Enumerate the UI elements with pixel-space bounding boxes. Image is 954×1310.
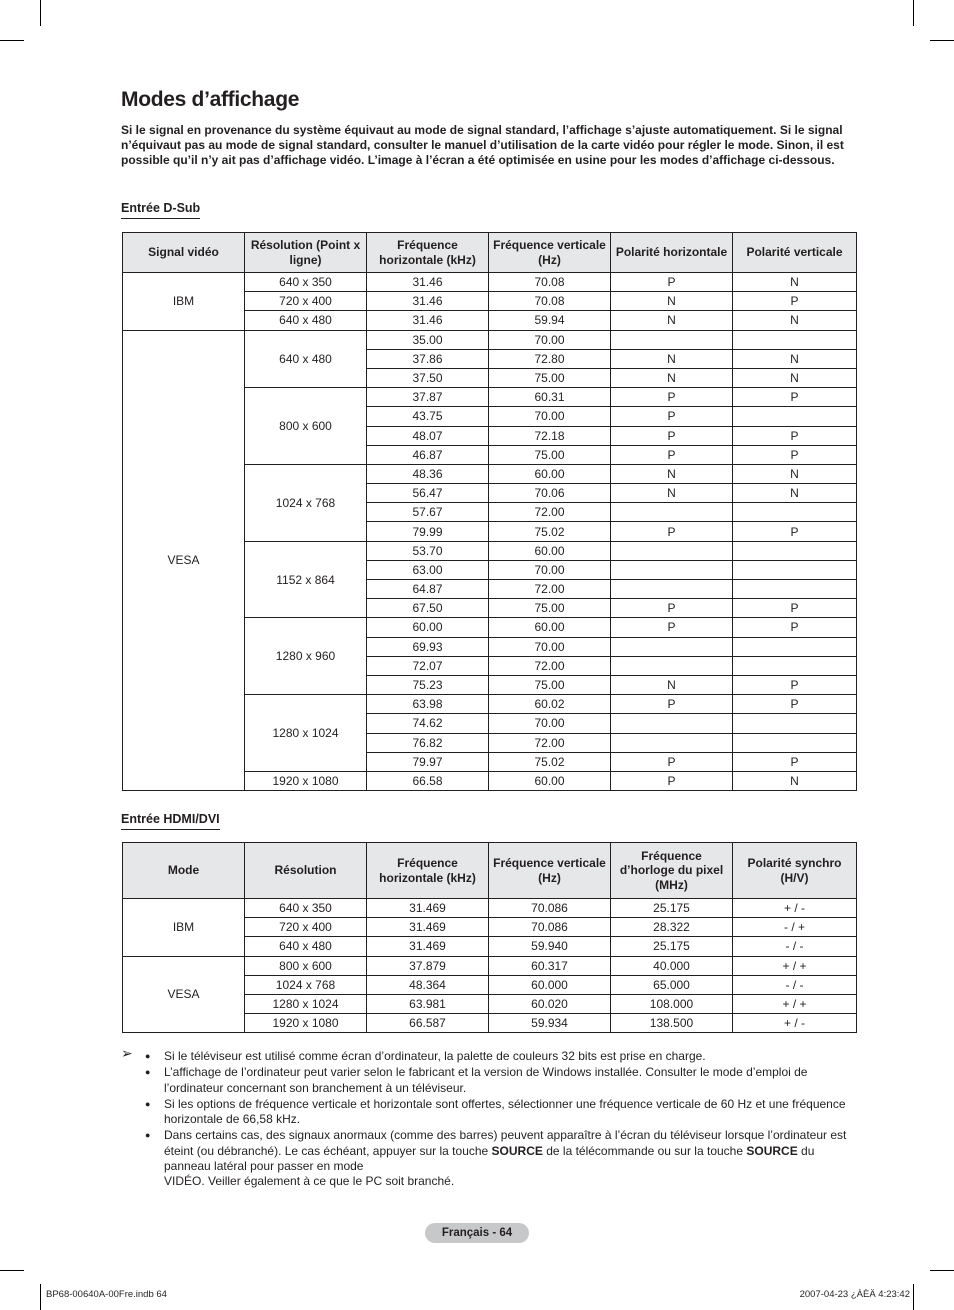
section-underline xyxy=(121,218,200,219)
table-row xyxy=(123,330,857,349)
vfreq-cell: 75.00 xyxy=(489,599,611,618)
hpolarity-cell: N xyxy=(611,675,733,694)
pixel-clock-cell: 65.000 xyxy=(611,975,733,994)
vfreq-cell: 72.80 xyxy=(489,349,611,368)
vfreq-cell: 60.00 xyxy=(489,464,611,483)
vpolarity-cell: P xyxy=(733,292,857,311)
hfreq-cell: 35.00 xyxy=(367,330,489,349)
hdmi-section-label: Entrée HDMI/DVI xyxy=(121,812,220,826)
vpolarity-cell: N xyxy=(733,311,857,330)
signal-cell: IBM xyxy=(123,273,245,331)
note-arrow-icon: ➢ xyxy=(121,1045,133,1061)
hpolarity-cell: P xyxy=(611,273,733,292)
hdmi-modes-table xyxy=(122,842,857,1033)
vfreq-cell: 59.940 xyxy=(489,937,611,956)
hfreq-cell: 43.75 xyxy=(367,407,489,426)
hpolarity-cell: N xyxy=(611,464,733,483)
hfreq-cell: 48.07 xyxy=(367,426,489,445)
notes-section xyxy=(121,1045,856,1191)
hpolarity-cell: N xyxy=(611,484,733,503)
resolution-cell: 1920 x 1080 xyxy=(245,771,367,790)
hpolarity-cell: P xyxy=(611,599,733,618)
mode-cell: VESA xyxy=(123,956,245,1033)
hpolarity-cell: P xyxy=(611,618,733,637)
resolution-cell: 800 x 600 xyxy=(245,388,367,465)
vpolarity-cell: P xyxy=(733,522,857,541)
hfreq-cell: 64.87 xyxy=(367,580,489,599)
hfreq-cell: 31.46 xyxy=(367,273,489,292)
vfreq-cell: 72.18 xyxy=(489,426,611,445)
hdmi-section-title xyxy=(121,812,220,830)
hfreq-cell: 66.58 xyxy=(367,771,489,790)
header-cell: Fréquence horizontale (kHz) xyxy=(367,843,489,899)
intro-paragraph: Si le signal en provenance du système équivaut au mode de signal standard, l’affichage s’ajuste automatiquement. Si le signal n’équivaut pas au mode de signal standard, consulter le manuel d’utilisation de la carte vidéo pour régler le mode. Sinon, il est possible qu’il n’y ait pas d’affichage vidéo. L’image à l’écran a été optimisée en usine pour les modes d’affichage ci-dessous. xyxy=(121,123,844,168)
note-key-name: SOURCE xyxy=(491,1143,543,1158)
hfreq-cell: 66.587 xyxy=(367,1014,489,1033)
vpolarity-cell: N xyxy=(733,349,857,368)
note-text: de la télécommande ou sur la touche xyxy=(542,1143,747,1158)
mode-cell: IBM xyxy=(123,899,245,957)
vfreq-cell: 60.317 xyxy=(489,956,611,975)
vfreq-cell: 60.00 xyxy=(489,618,611,637)
vpolarity-cell: P xyxy=(733,445,857,464)
vfreq-cell: 60.020 xyxy=(489,994,611,1013)
note-item xyxy=(145,1049,856,1064)
hfreq-cell: 72.07 xyxy=(367,656,489,675)
pixel-clock-cell: 25.175 xyxy=(611,937,733,956)
bullet-icon: ● xyxy=(145,1098,151,1109)
hpolarity-cell xyxy=(611,733,733,752)
vfreq-cell: 72.00 xyxy=(489,503,611,522)
hpolarity-cell xyxy=(611,503,733,522)
crop-mark xyxy=(0,40,24,41)
sync-polarity-cell: + / + xyxy=(733,994,857,1013)
hpolarity-cell: N xyxy=(611,292,733,311)
header-cell: Signal vidéo xyxy=(123,233,245,273)
notes-list xyxy=(121,1049,856,1190)
hfreq-cell: 56.47 xyxy=(367,484,489,503)
vpolarity-cell: N xyxy=(733,273,857,292)
note-text: VIDÉO. Veiller également à ce que le PC soit branché. xyxy=(164,1174,455,1189)
hfreq-cell: 63.98 xyxy=(367,695,489,714)
vfreq-cell: 70.08 xyxy=(489,292,611,311)
vfreq-cell: 70.00 xyxy=(489,330,611,349)
hpolarity-cell: P xyxy=(611,695,733,714)
hfreq-cell: 48.36 xyxy=(367,464,489,483)
table-row xyxy=(123,956,857,975)
resolution-cell: 640 x 480 xyxy=(245,311,367,330)
hfreq-cell: 63.981 xyxy=(367,994,489,1013)
hfreq-cell: 63.00 xyxy=(367,560,489,579)
table-header-row xyxy=(123,233,857,273)
header-cell: Résolution xyxy=(245,843,367,899)
vfreq-cell: 70.00 xyxy=(489,407,611,426)
vpolarity-cell: N xyxy=(733,771,857,790)
bullet-icon: ● xyxy=(145,1130,151,1141)
vfreq-cell: 70.00 xyxy=(489,714,611,733)
crop-mark xyxy=(40,1284,41,1310)
hfreq-cell: 76.82 xyxy=(367,733,489,752)
pixel-clock-cell: 25.175 xyxy=(611,899,733,918)
bullet-icon: ● xyxy=(145,1067,151,1078)
note-text: Si les options de fréquence verticale et horizontale sont offertes, sélectionner une fréquence verticale de 60 Hz et une fréquence horizontale de 66,58 kHz. xyxy=(164,1096,846,1127)
vfreq-cell: 60.00 xyxy=(489,771,611,790)
vpolarity-cell xyxy=(733,560,857,579)
note-key-name: SOURCE xyxy=(746,1143,798,1158)
vpolarity-cell xyxy=(733,714,857,733)
note-item xyxy=(145,1128,856,1189)
hpolarity-cell: N xyxy=(611,368,733,387)
resolution-cell: 640 x 350 xyxy=(245,899,367,918)
resolution-cell: 1280 x 960 xyxy=(245,618,367,695)
crop-mark xyxy=(913,1284,914,1310)
hpolarity-cell: P xyxy=(611,388,733,407)
vfreq-cell: 75.02 xyxy=(489,522,611,541)
crop-mark xyxy=(930,40,954,41)
signal-cell: VESA xyxy=(123,330,245,791)
footer-timestamp: 2007-04-23 ¿ÀÈÄ 4:23:42 xyxy=(799,1289,910,1300)
vpolarity-cell xyxy=(733,541,857,560)
header-cell: Mode xyxy=(123,843,245,899)
hfreq-cell: 60.00 xyxy=(367,618,489,637)
page-title: Modes d’affichage xyxy=(121,88,300,111)
hfreq-cell: 48.364 xyxy=(367,975,489,994)
crop-mark xyxy=(40,0,41,26)
hfreq-cell: 67.50 xyxy=(367,599,489,618)
resolution-cell: 1280 x 1024 xyxy=(245,994,367,1013)
hpolarity-cell: P xyxy=(611,426,733,445)
hpolarity-cell xyxy=(611,560,733,579)
hfreq-cell: 31.46 xyxy=(367,311,489,330)
hfreq-cell: 37.86 xyxy=(367,349,489,368)
hfreq-cell: 57.67 xyxy=(367,503,489,522)
hfreq-cell: 53.70 xyxy=(367,541,489,560)
vfreq-cell: 60.00 xyxy=(489,541,611,560)
vfreq-cell: 75.00 xyxy=(489,445,611,464)
hfreq-cell: 69.93 xyxy=(367,637,489,656)
vpolarity-cell xyxy=(733,656,857,675)
vfreq-cell: 59.934 xyxy=(489,1014,611,1033)
page-number-badge: Français - 64 xyxy=(425,1223,529,1243)
sync-polarity-cell: + / + xyxy=(733,956,857,975)
hpolarity-cell: P xyxy=(611,445,733,464)
vpolarity-cell xyxy=(733,407,857,426)
vfreq-cell: 60.02 xyxy=(489,695,611,714)
vpolarity-cell: P xyxy=(733,599,857,618)
crop-mark xyxy=(0,1270,24,1271)
vpolarity-cell: P xyxy=(733,675,857,694)
vfreq-cell: 70.086 xyxy=(489,899,611,918)
hpolarity-cell: P xyxy=(611,522,733,541)
hpolarity-cell: P xyxy=(611,752,733,771)
vfreq-cell: 75.02 xyxy=(489,752,611,771)
hfreq-cell: 79.99 xyxy=(367,522,489,541)
dsub-section-title xyxy=(121,201,200,219)
sync-polarity-cell: + / - xyxy=(733,899,857,918)
hpolarity-cell xyxy=(611,580,733,599)
hfreq-cell: 31.46 xyxy=(367,292,489,311)
bullet-icon: ● xyxy=(145,1051,151,1061)
header-cell: Fréquence d’horloge du pixel (MHz) xyxy=(611,843,733,899)
vfreq-cell: 75.00 xyxy=(489,368,611,387)
pixel-clock-cell: 28.322 xyxy=(611,918,733,937)
resolution-cell: 1024 x 768 xyxy=(245,975,367,994)
sync-polarity-cell: - / + xyxy=(733,918,857,937)
header-cell: Fréquence verticale (Hz) xyxy=(489,843,611,899)
hpolarity-cell: N xyxy=(611,349,733,368)
hpolarity-cell: N xyxy=(611,311,733,330)
dsub-section-label: Entrée D-Sub xyxy=(121,201,201,215)
sync-polarity-cell: - / - xyxy=(733,937,857,956)
hpolarity-cell xyxy=(611,637,733,656)
resolution-cell: 640 x 350 xyxy=(245,273,367,292)
hfreq-cell: 31.469 xyxy=(367,899,489,918)
vpolarity-cell xyxy=(733,503,857,522)
header-cell: Fréquence verticale (Hz) xyxy=(489,233,611,273)
hfreq-cell: 37.879 xyxy=(367,956,489,975)
note-item xyxy=(145,1065,856,1096)
header-cell: Polarité horizontale xyxy=(611,233,733,273)
resolution-cell: 1920 x 1080 xyxy=(245,1014,367,1033)
header-cell: Polarité verticale xyxy=(733,233,857,273)
hfreq-cell: 37.50 xyxy=(367,368,489,387)
resolution-cell: 1152 x 864 xyxy=(245,541,367,618)
vpolarity-cell xyxy=(733,330,857,349)
hpolarity-cell: P xyxy=(611,771,733,790)
header-cell: Résolution (Point x ligne) xyxy=(245,233,367,273)
vfreq-cell: 60.000 xyxy=(489,975,611,994)
vpolarity-cell: N xyxy=(733,464,857,483)
hpolarity-cell xyxy=(611,330,733,349)
hfreq-cell: 74.62 xyxy=(367,714,489,733)
vpolarity-cell xyxy=(733,733,857,752)
pixel-clock-cell: 108.000 xyxy=(611,994,733,1013)
vpolarity-cell xyxy=(733,637,857,656)
hpolarity-cell xyxy=(611,656,733,675)
vfreq-cell: 70.08 xyxy=(489,273,611,292)
note-text: Dans certains cas, des signaux anormaux (comme des barres) peuvent apparaître à l’écran du téléviseur lorsque l’ordinateur est éteint (ou débranché). Le cas échéant, appuyer sur la touche xyxy=(164,1128,847,1158)
section-underline xyxy=(121,829,220,830)
note-item xyxy=(145,1096,856,1128)
resolution-cell: 720 x 400 xyxy=(245,292,367,311)
hpolarity-cell xyxy=(611,714,733,733)
vpolarity-cell: N xyxy=(733,484,857,503)
table-row xyxy=(123,273,857,292)
header-cell: Polarité synchro (H/V) xyxy=(733,843,857,899)
crop-mark xyxy=(930,1270,954,1271)
hfreq-cell: 46.87 xyxy=(367,445,489,464)
resolution-cell: 800 x 600 xyxy=(245,956,367,975)
vfreq-cell: 72.00 xyxy=(489,733,611,752)
vpolarity-cell: P xyxy=(733,752,857,771)
hfreq-cell: 31.469 xyxy=(367,918,489,937)
hpolarity-cell: P xyxy=(611,407,733,426)
sync-polarity-cell: - / - xyxy=(733,975,857,994)
vpolarity-cell xyxy=(733,580,857,599)
table-header-row xyxy=(123,843,857,899)
vfreq-cell: 70.00 xyxy=(489,560,611,579)
resolution-cell: 1024 x 768 xyxy=(245,464,367,541)
crop-mark xyxy=(913,0,914,26)
vfreq-cell: 75.00 xyxy=(489,675,611,694)
vpolarity-cell: P xyxy=(733,426,857,445)
vpolarity-cell: P xyxy=(733,618,857,637)
hfreq-cell: 75.23 xyxy=(367,675,489,694)
vfreq-cell: 72.00 xyxy=(489,580,611,599)
hpolarity-cell xyxy=(611,541,733,560)
note-text: du panneau latéral pour passer en mode xyxy=(164,1143,815,1174)
resolution-cell: 1280 x 1024 xyxy=(245,695,367,772)
pixel-clock-cell: 40.000 xyxy=(611,956,733,975)
table-row xyxy=(123,899,857,918)
vfreq-cell: 59.94 xyxy=(489,311,611,330)
vfreq-cell: 70.06 xyxy=(489,484,611,503)
vpolarity-cell: N xyxy=(733,368,857,387)
resolution-cell: 640 x 480 xyxy=(245,330,367,388)
pixel-clock-cell: 138.500 xyxy=(611,1014,733,1033)
dsub-modes-table xyxy=(122,232,857,791)
vfreq-cell: 60.31 xyxy=(489,388,611,407)
hfreq-cell: 31.469 xyxy=(367,937,489,956)
sync-polarity-cell: + / - xyxy=(733,1014,857,1033)
vfreq-cell: 70.00 xyxy=(489,637,611,656)
vpolarity-cell: P xyxy=(733,695,857,714)
footer-file-info: BP68-00640A-00Fre.indb 64 xyxy=(46,1289,167,1300)
note-text: Si le téléviseur est utilisé comme écran d’ordinateur, la palette de couleurs 32 bits est prise en charge. xyxy=(164,1049,706,1063)
hfreq-cell: 37.87 xyxy=(367,388,489,407)
vpolarity-cell: P xyxy=(733,388,857,407)
hfreq-cell: 79.97 xyxy=(367,752,489,771)
resolution-cell: 640 x 480 xyxy=(245,937,367,956)
note-text: L’affichage de l’ordinateur peut varier selon le fabricant et la version de Windows installée. Consulter le mode d’emploi de l’ordinateur concernant son branchement à un téléviseur. xyxy=(164,1065,808,1095)
vfreq-cell: 70.086 xyxy=(489,918,611,937)
vfreq-cell: 72.00 xyxy=(489,656,611,675)
resolution-cell: 720 x 400 xyxy=(245,918,367,937)
header-cell: Fréquence horizontale (kHz) xyxy=(367,233,489,273)
